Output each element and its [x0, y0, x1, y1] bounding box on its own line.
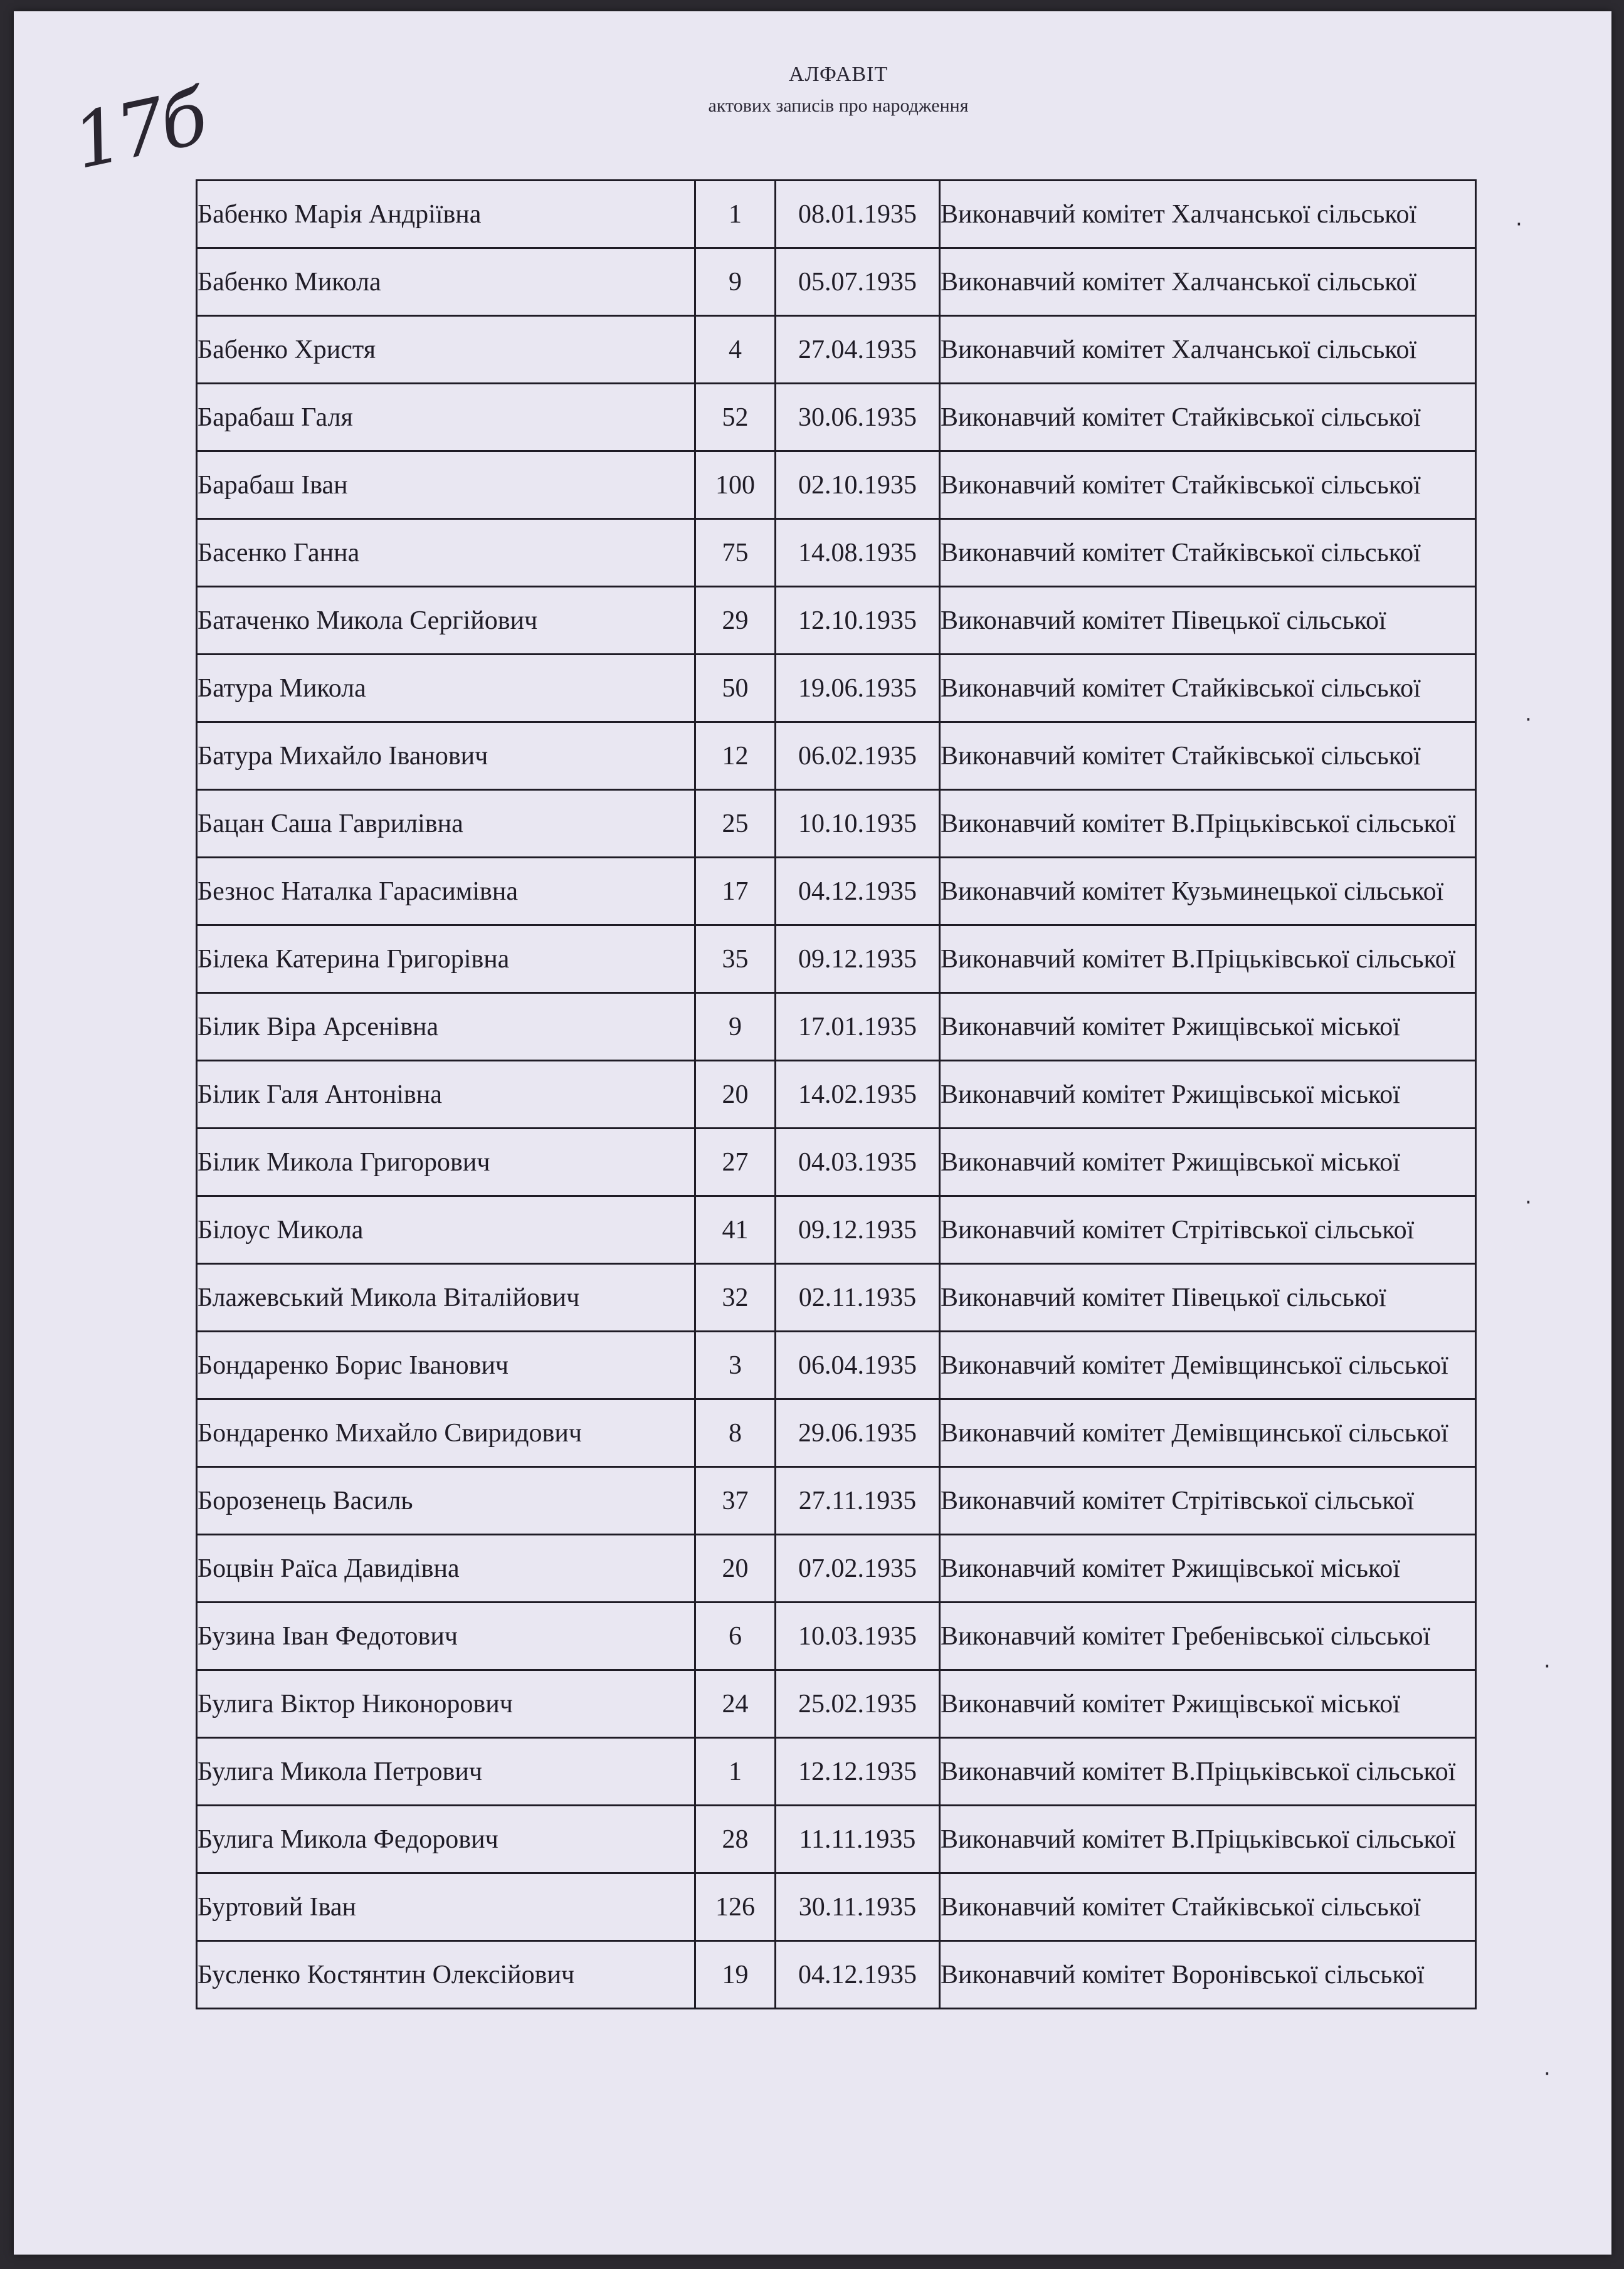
date-cell: 27.11.1935 [776, 1467, 940, 1535]
record-number-cell: 29 [695, 587, 776, 655]
date-cell: 04.12.1935 [776, 1941, 940, 2009]
name-cell: Білоус Микола [197, 1196, 695, 1264]
name-cell: Булига Віктор Никонорович [197, 1670, 695, 1738]
date-cell: 30.06.1935 [776, 384, 940, 451]
date-cell: 10.03.1935 [776, 1603, 940, 1670]
record-number-cell: 52 [695, 384, 776, 451]
date-cell: 09.12.1935 [776, 925, 940, 993]
name-cell: Білик Галя Антонівна [197, 1061, 695, 1129]
record-number-cell: 9 [695, 248, 776, 316]
table-row [197, 519, 1476, 587]
council-cell: Виконавчий комітет Ржищівської міської [940, 1129, 1476, 1196]
council-cell: Виконавчий комітет Стайківської сільської [940, 1873, 1476, 1941]
council-cell: Виконавчий комітет В.Пріцьківської сільської [940, 790, 1476, 858]
name-cell: Бабенко Христя [197, 316, 695, 384]
name-cell: Басенко Ганна [197, 519, 695, 587]
date-cell: 02.10.1935 [776, 451, 940, 519]
date-cell: 10.10.1935 [776, 790, 940, 858]
record-number-cell: 24 [695, 1670, 776, 1738]
name-cell: Батаченко Микола Сергійович [197, 587, 695, 655]
table-row [197, 1264, 1476, 1332]
date-cell: 08.01.1935 [776, 181, 940, 248]
council-cell: Виконавчий комітет В.Пріцьківської сільської [940, 1806, 1476, 1873]
record-number-cell: 50 [695, 655, 776, 722]
council-cell: Виконавчий комітет Халчанської сільської [940, 248, 1476, 316]
council-cell: Виконавчий комітет Стрітівської сільської [940, 1196, 1476, 1264]
record-number-cell: 4 [695, 316, 776, 384]
record-number-cell: 27 [695, 1129, 776, 1196]
council-cell: Виконавчий комітет Демівщинської сільської [940, 1332, 1476, 1399]
table-row [197, 1196, 1476, 1264]
record-number-cell: 1 [695, 181, 776, 248]
council-cell: Виконавчий комітет Ржищівської міської [940, 1061, 1476, 1129]
table-row [197, 1873, 1476, 1941]
table-row [197, 1332, 1476, 1399]
record-number-cell: 41 [695, 1196, 776, 1264]
name-cell: Бабенко Марія Андріївна [197, 181, 695, 248]
records-table-body [197, 181, 1476, 2009]
council-cell: Виконавчий комітет Стайківської сільської [940, 655, 1476, 722]
record-number-cell: 19 [695, 1941, 776, 2009]
record-number-cell: 20 [695, 1061, 776, 1129]
table-row [197, 925, 1476, 993]
council-cell: Виконавчий комітет Ржищівської міської [940, 1535, 1476, 1603]
record-number-cell: 35 [695, 925, 776, 993]
name-cell: Блажевський Микола Віталійович [197, 1264, 695, 1332]
date-cell: 07.02.1935 [776, 1535, 940, 1603]
record-number-cell: 75 [695, 519, 776, 587]
name-cell: Безнос Наталка Гарасимівна [197, 858, 695, 925]
record-number-cell: 6 [695, 1603, 776, 1670]
name-cell: Боцвін Раїса Давидівна [197, 1535, 695, 1603]
record-number-cell: 1 [695, 1738, 776, 1806]
date-cell: 30.11.1935 [776, 1873, 940, 1941]
document-page [14, 11, 1611, 2255]
margin-mark: · [1525, 1190, 1532, 1215]
name-cell: Батура Микола [197, 655, 695, 722]
council-cell: Виконавчий комітет В.Пріцьківської сільської [940, 925, 1476, 993]
table-row [197, 790, 1476, 858]
record-number-cell: 17 [695, 858, 776, 925]
name-cell: Батура Михайло Іванович [197, 722, 695, 790]
margin-mark: · [1544, 2061, 1551, 2087]
table-row [197, 1399, 1476, 1467]
council-cell: Виконавчий комітет Стайківської сільської [940, 722, 1476, 790]
council-cell: Виконавчий комітет Халчанської сільської [940, 316, 1476, 384]
date-cell: 14.02.1935 [776, 1061, 940, 1129]
name-cell: Бондаренко Борис Іванович [197, 1332, 695, 1399]
table-row [197, 1603, 1476, 1670]
table-row [197, 248, 1476, 316]
table-row [197, 181, 1476, 248]
name-cell: Бондаренко Михайло Свиридович [197, 1399, 695, 1467]
record-number-cell: 100 [695, 451, 776, 519]
council-cell: Виконавчий комітет В.Пріцьківської сільської [940, 1738, 1476, 1806]
record-number-cell: 32 [695, 1264, 776, 1332]
table-row [197, 993, 1476, 1061]
document-subtitle: актових записів про народження [708, 95, 969, 116]
date-cell: 29.06.1935 [776, 1399, 940, 1467]
name-cell: Бабенко Микола [197, 248, 695, 316]
margin-mark: · [1516, 212, 1522, 237]
table-row [197, 1806, 1476, 1873]
name-cell: Буртовий Іван [197, 1873, 695, 1941]
table-row [197, 1670, 1476, 1738]
record-number-cell: 20 [695, 1535, 776, 1603]
date-cell: 11.11.1935 [776, 1806, 940, 1873]
table-row [197, 587, 1476, 655]
name-cell: Барабаш Іван [197, 451, 695, 519]
council-cell: Виконавчий комітет Кузьминецької сільської [940, 858, 1476, 925]
record-number-cell: 126 [695, 1873, 776, 1941]
margin-mark: · [1525, 707, 1532, 732]
name-cell: Булига Микола Петрович [197, 1738, 695, 1806]
table-row [197, 858, 1476, 925]
table-row [197, 1535, 1476, 1603]
date-cell: 17.01.1935 [776, 993, 940, 1061]
table-row [197, 722, 1476, 790]
date-cell: 27.04.1935 [776, 316, 940, 384]
record-number-cell: 37 [695, 1467, 776, 1535]
council-cell: Виконавчий комітет Стрітівської сільської [940, 1467, 1476, 1535]
records-table [196, 179, 1477, 2009]
handwritten-page-number: 17б [65, 73, 212, 187]
table-row [197, 451, 1476, 519]
record-number-cell: 25 [695, 790, 776, 858]
table-row [197, 1941, 1476, 2009]
date-cell: 14.08.1935 [776, 519, 940, 587]
date-cell: 09.12.1935 [776, 1196, 940, 1264]
margin-mark: · [1544, 1654, 1551, 1679]
name-cell: Булига Микола Федорович [197, 1806, 695, 1873]
council-cell: Виконавчий комітет Ржищівської міської [940, 1670, 1476, 1738]
record-number-cell: 9 [695, 993, 776, 1061]
date-cell: 06.02.1935 [776, 722, 940, 790]
name-cell: Борозенець Василь [197, 1467, 695, 1535]
record-number-cell: 28 [695, 1806, 776, 1873]
council-cell: Виконавчий комітет Воронівської сільської [940, 1941, 1476, 2009]
council-cell: Виконавчий комітет Демівщинської сільської [940, 1399, 1476, 1467]
name-cell: Білик Віра Арсенівна [197, 993, 695, 1061]
date-cell: 12.10.1935 [776, 587, 940, 655]
date-cell: 19.06.1935 [776, 655, 940, 722]
council-cell: Виконавчий комітет Ржищівської міської [940, 993, 1476, 1061]
table-row [197, 1738, 1476, 1806]
table-row [197, 316, 1476, 384]
table-row [197, 1061, 1476, 1129]
date-cell: 05.07.1935 [776, 248, 940, 316]
date-cell: 04.03.1935 [776, 1129, 940, 1196]
table-row [197, 655, 1476, 722]
name-cell: Бусленко Костянтин Олексійович [197, 1941, 695, 2009]
council-cell: Виконавчий комітет Стайківської сільської [940, 384, 1476, 451]
council-cell: Виконавчий комітет Півецької сільської [940, 587, 1476, 655]
record-number-cell: 8 [695, 1399, 776, 1467]
council-cell: Виконавчий комітет Стайківської сільської [940, 519, 1476, 587]
date-cell: 06.04.1935 [776, 1332, 940, 1399]
council-cell: Виконавчий комітет Півецької сільської [940, 1264, 1476, 1332]
date-cell: 12.12.1935 [776, 1738, 940, 1806]
table-row [197, 384, 1476, 451]
name-cell: Бацан Саша Гаврилівна [197, 790, 695, 858]
council-cell: Виконавчий комітет Стайківської сільської [940, 451, 1476, 519]
date-cell: 25.02.1935 [776, 1670, 940, 1738]
record-number-cell: 3 [695, 1332, 776, 1399]
council-cell: Виконавчий комітет Халчанської сільської [940, 181, 1476, 248]
table-row [197, 1129, 1476, 1196]
name-cell: Бузина Іван Федотович [197, 1603, 695, 1670]
name-cell: Білека Катерина Григорівна [197, 925, 695, 993]
document-title: АЛФАВІТ [788, 63, 888, 86]
date-cell: 02.11.1935 [776, 1264, 940, 1332]
name-cell: Барабаш Галя [197, 384, 695, 451]
name-cell: Білик Микола Григорович [197, 1129, 695, 1196]
council-cell: Виконавчий комітет Гребенівської сільської [940, 1603, 1476, 1670]
table-row [197, 1467, 1476, 1535]
record-number-cell: 12 [695, 722, 776, 790]
date-cell: 04.12.1935 [776, 858, 940, 925]
